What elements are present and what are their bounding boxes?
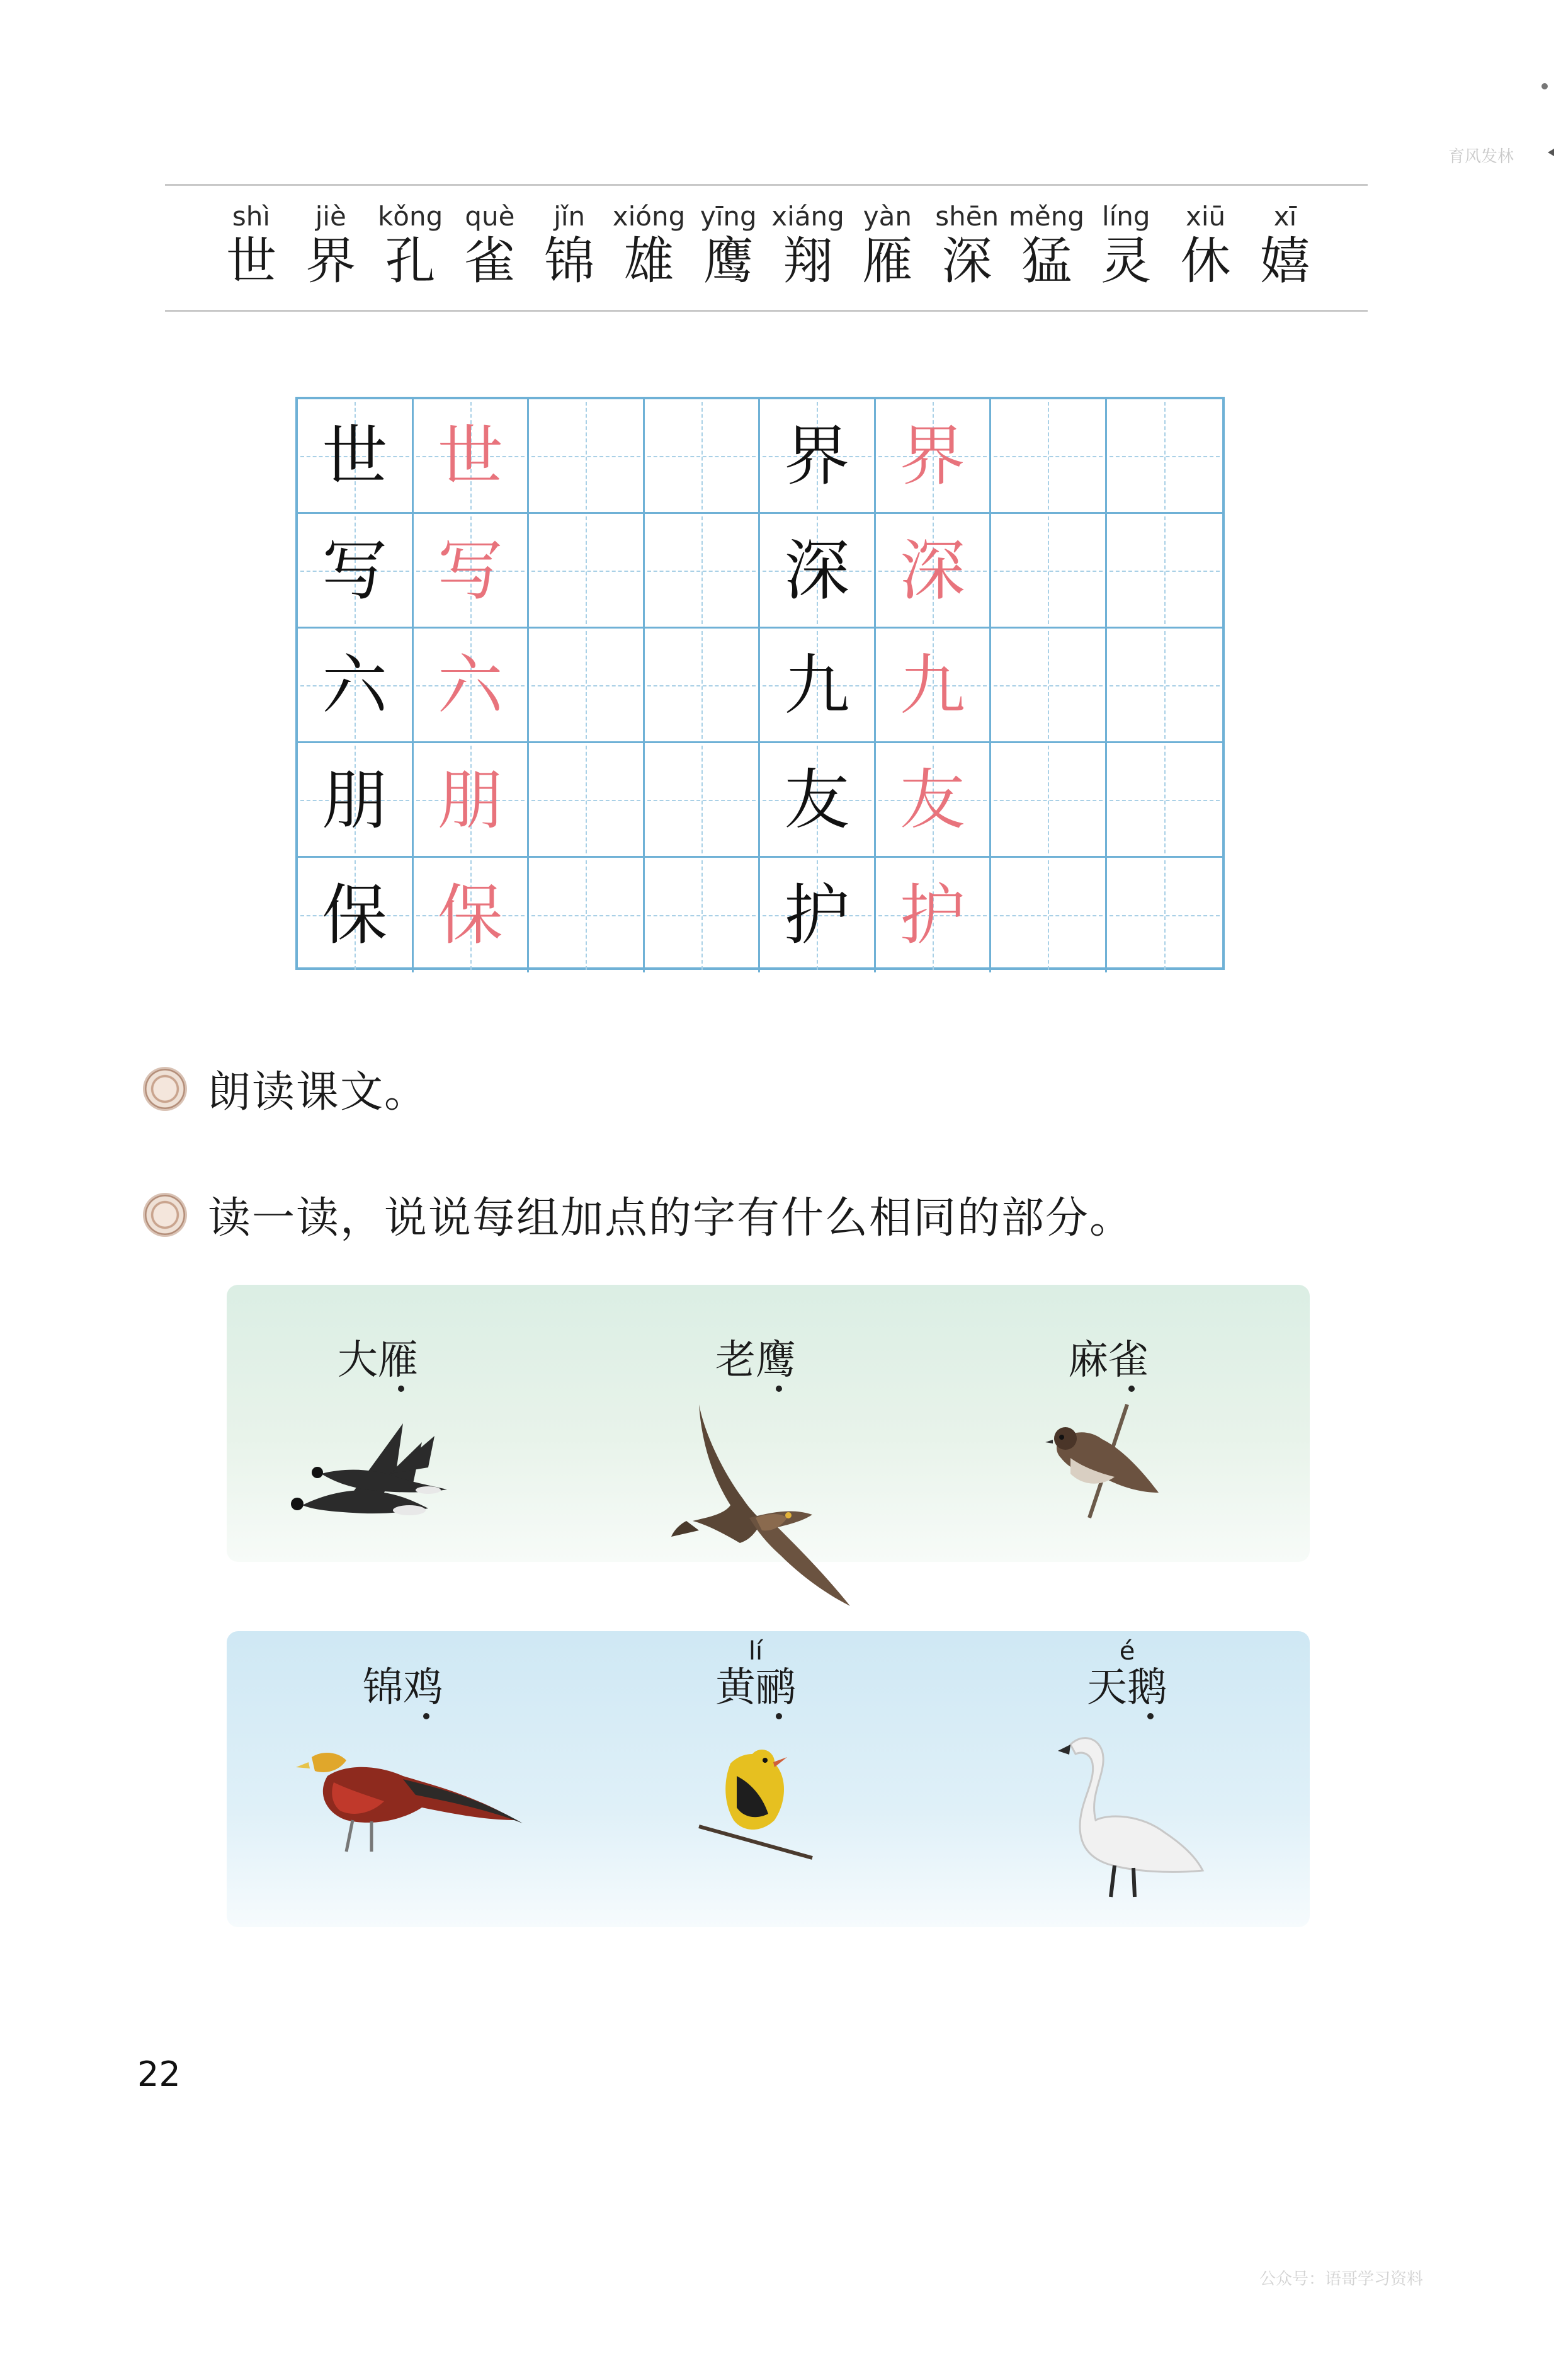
grid-cell-model xyxy=(298,743,414,858)
grid-cell-trace xyxy=(876,399,992,514)
vocab-pinyin: xióng xyxy=(612,201,686,232)
vocab-bottom-rule xyxy=(165,310,1368,312)
grid-cell-model xyxy=(760,629,876,743)
grid-row xyxy=(298,743,1222,858)
corner-dot xyxy=(1541,83,1548,89)
vocab-pinyin: shēn xyxy=(935,201,999,232)
vocab-pinyin: shì xyxy=(232,201,271,232)
oriole-icon xyxy=(693,1726,819,1864)
trace-character: 深 xyxy=(899,532,965,609)
vocab-item xyxy=(850,200,924,290)
bird-eagle xyxy=(655,1310,856,1625)
trace-character: 护 xyxy=(899,877,965,954)
trace-character: 世 xyxy=(437,417,503,494)
model-character: 友 xyxy=(784,761,850,838)
vocab-character: 猛 xyxy=(1021,232,1072,290)
grid-cell-trace xyxy=(414,629,530,743)
grid-cell-model xyxy=(298,629,414,743)
vocab-item xyxy=(293,200,368,290)
vocab-character: 休 xyxy=(1180,232,1231,290)
grid-cell-blank xyxy=(645,743,761,858)
vocab-item xyxy=(611,200,686,290)
grid-cell-trace xyxy=(876,514,992,629)
vocab-item xyxy=(1169,200,1243,290)
grid-cell-blank xyxy=(645,629,761,743)
corner-arrow-icon xyxy=(1548,149,1554,156)
footer-watermark: 公众号：语哥学习资料 xyxy=(1259,2270,1424,2289)
model-character: 界 xyxy=(784,417,850,494)
vocab-pinyin: yīng xyxy=(700,201,757,232)
model-character: 世 xyxy=(322,417,388,494)
grid-cell-trace xyxy=(414,399,530,514)
grid-cell-blank xyxy=(645,514,761,629)
grid-row xyxy=(298,629,1222,743)
grid-row xyxy=(298,858,1222,972)
bird-label: 天鹅 xyxy=(1087,1665,1167,1711)
vocab-character: 雄 xyxy=(623,232,674,290)
grid-cell-blank xyxy=(529,743,645,858)
grid-row xyxy=(298,514,1222,629)
vocab-character: 世 xyxy=(226,232,276,290)
bird-label: 大雁 xyxy=(338,1338,418,1383)
vocab-pinyin: líng xyxy=(1101,201,1150,232)
bird-pinyin: lí xyxy=(748,1637,763,1666)
model-character: 写 xyxy=(322,532,388,609)
vocab-item xyxy=(373,200,448,290)
exercise-bullet-icon xyxy=(145,1069,185,1109)
vocab-character: 孔 xyxy=(385,232,436,290)
grid-cell-blank xyxy=(1107,858,1222,972)
grid-cell-blank xyxy=(529,629,645,743)
vocab-item xyxy=(771,200,845,290)
wild-goose-icon xyxy=(277,1398,479,1537)
grid-cell-blank xyxy=(991,858,1107,972)
vocab-character: 界 xyxy=(305,232,356,290)
vocab-character: 锦 xyxy=(544,232,595,290)
vocab-item xyxy=(532,200,606,290)
vocab-character: 雁 xyxy=(862,232,913,290)
grid-cell-trace xyxy=(414,514,530,629)
bird-sparrow xyxy=(1033,1310,1184,1524)
vocab-item xyxy=(1248,200,1322,290)
model-character: 深 xyxy=(784,532,850,609)
grid-cell-blank xyxy=(1107,514,1222,629)
bird-label: 老鹰 xyxy=(715,1338,796,1383)
grid-cell-model xyxy=(760,858,876,972)
golden-pheasant-icon xyxy=(277,1726,529,1864)
exercise-text: 读一读，说说每组加点的字有什么相同的部分。 xyxy=(208,1193,1134,1243)
model-character: 九 xyxy=(784,646,850,724)
grid-row xyxy=(298,399,1222,514)
vocab-top-rule xyxy=(165,184,1368,186)
trace-character: 界 xyxy=(899,417,965,494)
model-character: 护 xyxy=(784,877,850,954)
trace-character: 写 xyxy=(437,532,503,609)
vocab-item xyxy=(1089,200,1163,290)
vocab-item xyxy=(1009,200,1084,290)
bird-label: 锦鸡 xyxy=(363,1665,443,1711)
exercise-compare-characters xyxy=(145,1184,1133,1245)
swan-icon xyxy=(1045,1726,1209,1902)
model-character: 六 xyxy=(322,646,388,724)
grid-cell-blank xyxy=(645,399,761,514)
vocab-character: 翔 xyxy=(783,232,834,290)
grid-cell-trace xyxy=(876,858,992,972)
trace-character: 九 xyxy=(899,646,965,724)
grid-cell-blank xyxy=(1107,629,1222,743)
grid-cell-blank xyxy=(991,629,1107,743)
vocab-pinyin: xiū xyxy=(1185,201,1226,232)
exercise-text: 朗读课文。 xyxy=(208,1068,429,1117)
bird-label: 黄鹂 xyxy=(715,1665,796,1711)
grid-cell-model xyxy=(760,743,876,858)
grid-cell-model xyxy=(298,858,414,972)
vocab-item xyxy=(453,200,527,290)
grid-cell-trace xyxy=(414,743,530,858)
bird-swan xyxy=(1045,1637,1209,1902)
grid-cell-blank xyxy=(529,858,645,972)
vocab-pinyin: jiè xyxy=(315,201,346,232)
grid-cell-blank xyxy=(991,743,1107,858)
grid-cell-trace xyxy=(876,629,992,743)
vocab-character: 雀 xyxy=(464,232,515,290)
vocab-character: 鹰 xyxy=(703,232,754,290)
grid-cell-blank xyxy=(991,399,1107,514)
vocab-pinyin: yàn xyxy=(863,201,912,232)
bird-label: 麻雀 xyxy=(1068,1338,1149,1383)
grid-cell-trace xyxy=(876,743,992,858)
vocab-pinyin: kǒng xyxy=(377,201,443,232)
exercise-read-aloud xyxy=(145,1058,428,1119)
eagle-icon xyxy=(655,1398,856,1625)
grid-cell-blank xyxy=(645,858,761,972)
vocab-pinyin: jǐn xyxy=(553,201,586,232)
bird-pinyin: é xyxy=(1119,1637,1135,1666)
vocabulary-list xyxy=(214,200,1322,290)
bird-golden-pheasant xyxy=(277,1637,529,1864)
model-character: 保 xyxy=(322,877,388,954)
vocab-pinyin: xī xyxy=(1273,201,1297,232)
model-character: 朋 xyxy=(322,761,388,838)
vocab-item xyxy=(930,200,1004,290)
trace-character: 朋 xyxy=(437,761,503,838)
grid-cell-model xyxy=(760,514,876,629)
bird-wild-goose xyxy=(277,1310,479,1537)
grid-cell-blank xyxy=(529,399,645,514)
vocab-item xyxy=(691,200,766,290)
vocab-pinyin: měng xyxy=(1008,201,1084,232)
grid-cell-blank xyxy=(1107,399,1222,514)
grid-cell-blank xyxy=(529,514,645,629)
vocab-character: 深 xyxy=(941,232,992,290)
exercise-bullet-icon xyxy=(145,1195,185,1235)
trace-character: 友 xyxy=(899,761,965,838)
trace-character: 保 xyxy=(437,877,503,954)
vocab-pinyin: què xyxy=(465,201,515,232)
sparrow-icon xyxy=(1033,1398,1184,1524)
top-watermark: 育风发林 xyxy=(1448,147,1514,166)
grid-cell-blank xyxy=(991,514,1107,629)
grid-cell-trace xyxy=(414,858,530,972)
trace-character: 六 xyxy=(437,646,503,724)
vocab-item xyxy=(214,200,288,290)
grid-cell-blank xyxy=(1107,743,1222,858)
grid-cell-model xyxy=(298,514,414,629)
grid-cell-model xyxy=(298,399,414,514)
grid-cell-model xyxy=(760,399,876,514)
vocab-character: 灵 xyxy=(1101,232,1152,290)
vocab-pinyin: xiáng xyxy=(771,201,844,232)
writing-grid xyxy=(295,397,1225,970)
page-number: 22 xyxy=(137,2054,181,2094)
vocab-character: 嬉 xyxy=(1259,232,1310,290)
bird-oriole xyxy=(693,1637,819,1864)
